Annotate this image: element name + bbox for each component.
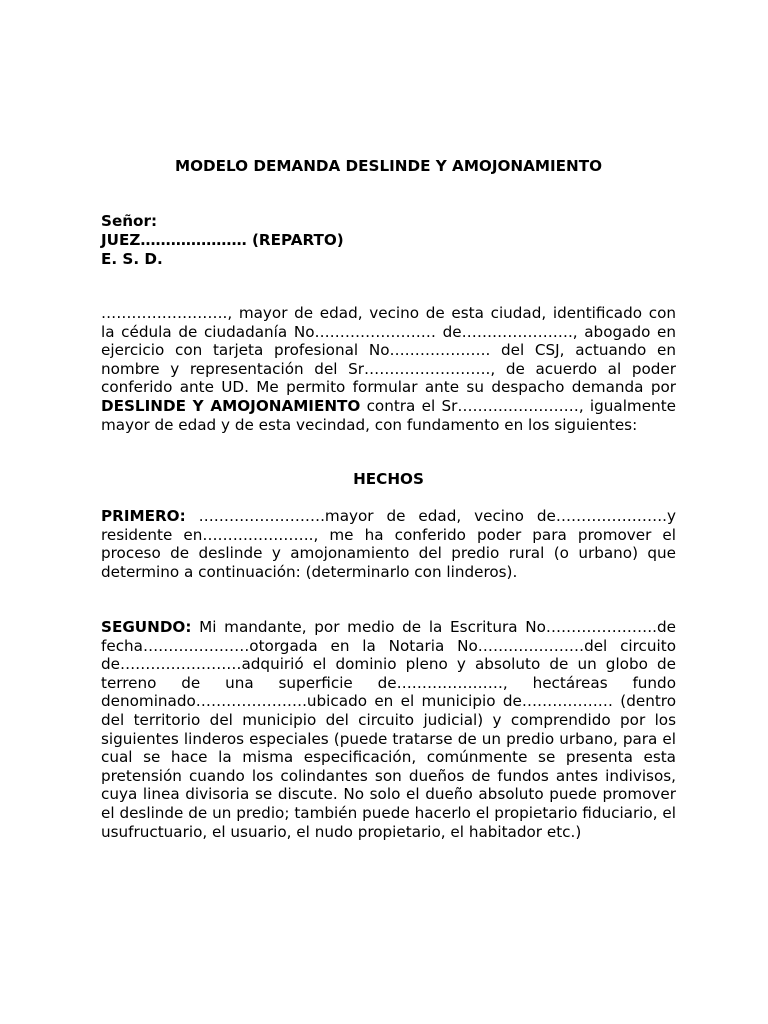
document-title: MODELO DEMANDA DESLINDE Y AMOJONAMIENTO bbox=[175, 157, 602, 175]
fact-segundo-label: SEGUNDO: bbox=[101, 618, 192, 636]
intro-bold-term: DESLINDE Y AMOJONAMIENTO bbox=[101, 396, 361, 415]
fact-primero-text: …………………….mayor de edad, vecino de………………….y residente en…………………., me ha conferido poder para promover el proceso de deslinde y amojonamiento del predio rural (o urbano) que determino a continuación: (determinarlo con linderos). bbox=[101, 507, 676, 581]
fact-primero bbox=[101, 507, 676, 581]
fact-primero-label: PRIMERO: bbox=[101, 507, 186, 525]
address-esd: E. S. D. bbox=[101, 250, 163, 268]
address-judge: JUEZ………………… (REPARTO) bbox=[101, 231, 344, 249]
fact-segundo bbox=[101, 618, 676, 841]
intro-text-end: contra el Sr……………………, igualmente mayor de edad y de esta vecindad, con fundamento en los siguientes: bbox=[101, 396, 676, 434]
intro-text-start: ……………………., mayor de edad, vecino de esta ciudad, identificado con la cédula de ciudadanía No…………………… de…………………., abogado en ejercicio con tarjeta profesional No……………….. del CSJ, actuando en nombre y representación del Sr……………………., de acuerdo al poder conferido ante UD. Me permito formular ante su despacho demanda por bbox=[101, 304, 676, 397]
address-salutation: Señor: bbox=[101, 212, 158, 230]
section-heading-hechos: HECHOS bbox=[353, 470, 424, 488]
address-block bbox=[101, 212, 676, 269]
fact-segundo-text: Mi mandante, por medio de la Escritura No………………….de fecha…………………otorgada en la Notaria No…………………del circuito de……………………adquirió el dominio pleno y absoluto de un globo de terreno de una superficie de…………………, hectáreas fundo denominado………………….ubicado en el municipio de……………… (dentro del territorio del municipio del circuito judicial) y comprendido por los siguientes linderos especiales (puede tratarse de un predio urbano, para el cual se hace la misma especificación, comúnmente se presenta esta pretensión cuando los colindantes son dueños de fundos antes indivisos, cuya linea divisoria se discute. No solo el dueño absoluto puede promover el deslinde de un predio; también puede hacerlo el propietario fiduciario, el usufructuario, el usuario, el nudo propietario, el habitador etc.) bbox=[101, 618, 676, 841]
intro-paragraph bbox=[101, 304, 676, 434]
